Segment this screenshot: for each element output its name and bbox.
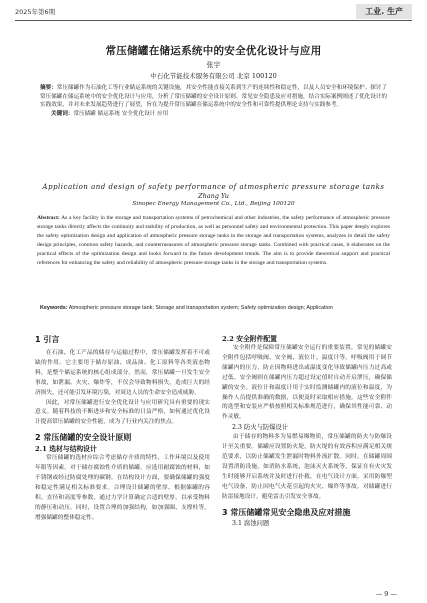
section-2-3-paragraph: 由于储存的物料多为易燃易爆物质，常压储罐的防火与防爆设计至关重要。储罐应设置防火堤，防火堤的有效容积应满足相关规范要求，以防止储罐发生泄漏时物料外流扩散。同时，在储罐周围设置消防设施，如消防水系统、泡沫灭火系统等，保证在有火灾发生时能够开启系统并及时进行扑救。在电气设计方面，采用防爆型电气设备，防止因电气火花引起的火灾、爆炸等事故。对储罐进行防雷接地设计，避免雷击引发安全事故。 bbox=[222, 434, 392, 500]
section-2-2-paragraph: 安全附件是保障常压储罐安全运行的重要装置。常见的储罐安全附件包括呼吸阀、安全阀、液位计、温度计等。呼吸阀用于调节储罐内的压力，防止因物料进出或温度变化导致储罐内压力过高或过低。安全阀则在储罐内压力超过设定值时自动开启泄压，确保储罐的安全。液位计和温度计用于实时监测储罐内的液位和温度，为操作人员提供准确的数据，以便及时采取相应措施。这些安全附件的选型和安装应严格按照相关标准规范进行，确保其性能可靠、动作灵敏。 bbox=[222, 345, 392, 421]
section-2-1-paragraph: 常压储罐的选材应综合考虑储存介质的特性、工作环境以及使用年限等因素。对于储存腐蚀性介质的储罐，应选用耐腐蚀的材料，如不锈钢或经过防腐处理的碳钢。在结构设计方面，要确保储罐的强度和稳定性满足相关标准要求。合理设计储罐的壁厚、根据储罐的容积、直径和高度等参数，通过力学计算确定合适的壁厚，以承受物料的静压和动压。同时，设置合理的加强结构，如加强圈、支撑柱等，增强储罐的整体稳定性。 bbox=[35, 455, 210, 521]
affiliation-cn: 中石化节能技术服务有限公司 北京 100120 bbox=[150, 72, 277, 80]
section-2-1-heading: 2.1 选材与结构设计 bbox=[35, 445, 97, 454]
left-column bbox=[35, 334, 210, 524]
section-tag: 工业. 生产 bbox=[356, 4, 412, 19]
issue-label: 2025年第6期 bbox=[15, 8, 56, 16]
keywords-en-label: Keywords: bbox=[40, 305, 68, 311]
section-2-heading: 2 常压储罐的安全设计原则 bbox=[35, 433, 132, 443]
header-rule bbox=[15, 20, 412, 21]
section-3-1-heading: 3.1 腐蚀问题 bbox=[232, 519, 270, 527]
section-2-2-heading: 2.2 安全附件配置 bbox=[222, 335, 277, 343]
keywords-en bbox=[40, 305, 397, 311]
section-1-paragraph-1: 在石油、化工产品的储存与运输过程中，常压储罐发挥着不可或缺的作用。它主要用于储存原油、成品油、化工原料等各类液态物料，是整个储运系统的核心组成部分。然而，常压储罐一旦发生安全事故，如泄漏、火灾、爆炸等，不仅会导致物料损失，造成巨大的经济损失，还可能引发环境污染，对周边人员的生命安全造成威胁。 bbox=[35, 350, 210, 396]
author-cn: 张宇 bbox=[206, 61, 221, 69]
abstract-cn-text: 常压储罐作为石油化工等行业储运系统的关键设施，其安全性能直接关系到生产的连续性和稳定性，以及人员安全和环境保护。探讨了常压储罐在储运系统中的安全优化设计与应用，分析了常压储罐的安全设计原则、常见安全隐患及应对措施，结合实际案例阐述了优化设计的实践效果，并对未来发展趋势进行了展望，旨在为提升常压储罐在储运系统中的安全性和可靠性提供理论支持与实践参考。 bbox=[40, 85, 387, 109]
section-1-paragraph-2: 因此，对常压储罐进行安全优化设计与应用研究具有重要的现实意义。随着科技的不断进步和安全标准的日益严格，如何通过优化设计提高常压储罐的安全性能，成为了行业内关注的焦点。 bbox=[35, 399, 210, 426]
keywords-cn-text: 常压储罐 储运系统 安全优化设计 应用 bbox=[73, 110, 169, 117]
abstract-en-label: Abstract: bbox=[37, 215, 60, 221]
abstract-cn bbox=[40, 84, 387, 118]
abstract-cn-label: 摘要： bbox=[40, 85, 57, 91]
keywords-en-text: Atmospheric pressure storage tank; Storage and transportation system; Safety optimization design; Application bbox=[68, 305, 333, 311]
right-column bbox=[222, 334, 392, 529]
affiliation-en: Sinopec Energy Management Co., Ltd., Beijing 100120 bbox=[132, 201, 295, 207]
keywords-cn-label: 关键词： bbox=[51, 110, 74, 117]
abstract-en bbox=[37, 214, 390, 267]
page-number: — 9 — bbox=[375, 590, 397, 598]
section-1-heading: 1 引言 bbox=[35, 335, 60, 344]
article-title-cn: 常压储罐在储运系统中的安全优化设计与应用 bbox=[105, 45, 322, 57]
article-title-en: Application and design of safety performance of atmospheric pressure storage tanks bbox=[42, 183, 385, 191]
abstract-en-text: As a key facility in the storage and transportation systems of petrochemical and other industries, the safety performance of atmospheric pressure storage tanks directly affects the continuity and stability of production, as well as personnel safety and environmental protection. This paper deeply explores the safety optimization design and application of atmospheric pressure storage tanks in the storage and transportation systems, analyzes in detail the safety design principles, common safety hazards, and countermeasures of atmospheric pressure storage tanks. Combined with practical cases, it elaborates on the practical effects of the optimization design and looks forward to the future development trends. The aim is to provide theoretical support and practical references for enhancing the safety and reliability of atmospheric pressure storage tanks in the storage and transportation systems. bbox=[37, 215, 390, 266]
section-3-heading: 3 常压储罐常见安全隐患及应对措施 bbox=[222, 507, 351, 517]
author-en: Zhang Yu bbox=[198, 192, 229, 200]
section-2-3-heading: 2.3 防火与防爆设计 bbox=[232, 424, 289, 432]
